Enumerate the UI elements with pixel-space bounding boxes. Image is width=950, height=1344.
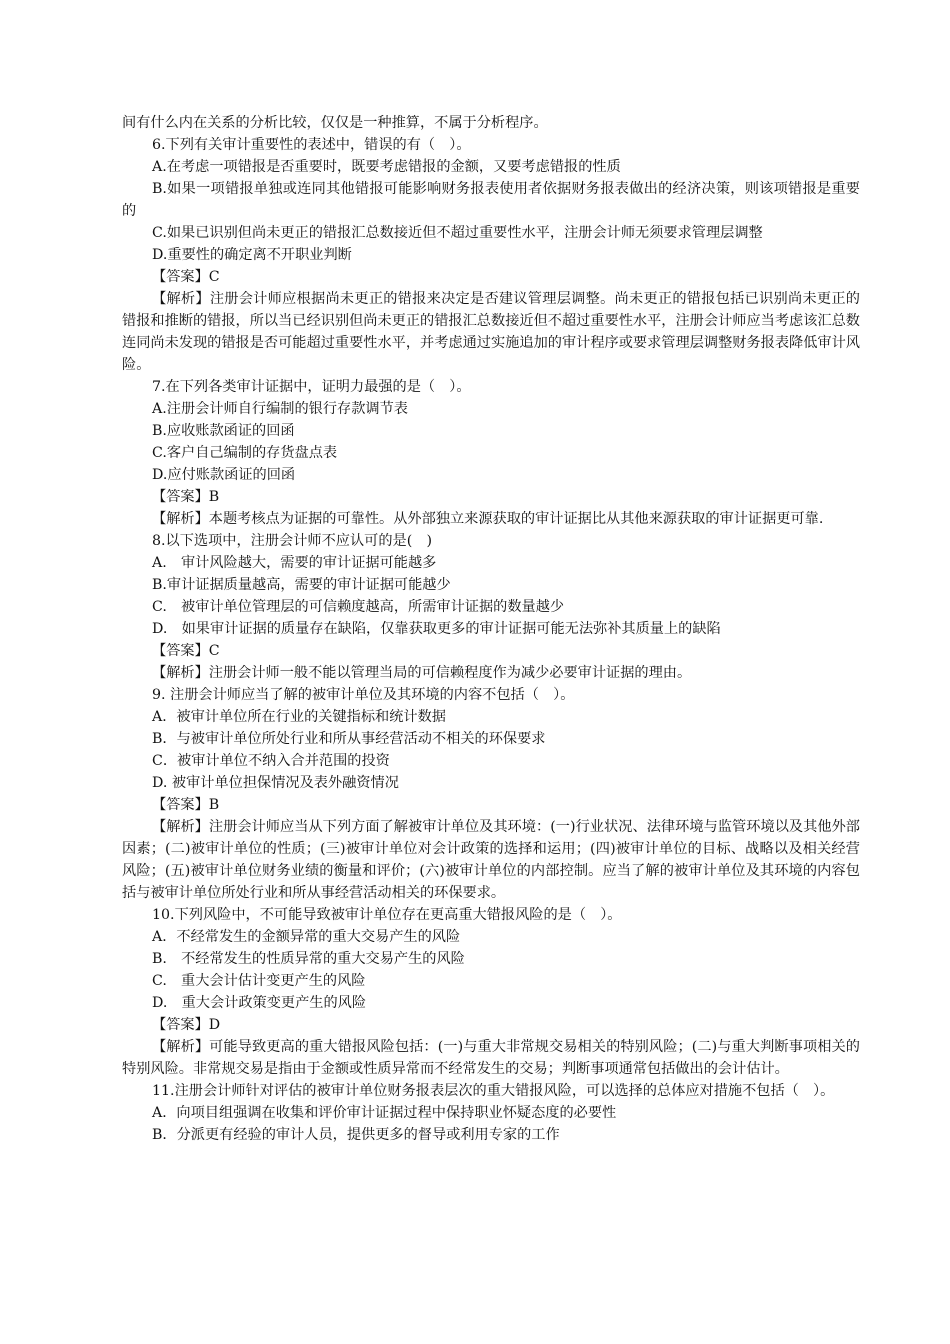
option-b: B.如果一项错报单独或连同其他错报可能影响财务报表使用者依据财务报表做出的经济决策，则该项错报是重要的 bbox=[122, 181, 860, 219]
question-6: 6.下列有关审计重要性的表述中，错误的有（ ）。 bbox=[152, 137, 471, 153]
text-line: 间有什么内在关系的分析比较，仅仅是一种推算，不属于分析程序。 bbox=[122, 115, 548, 131]
option-b: B.应收账款函证的回函 bbox=[152, 423, 295, 439]
option-a: A.注册会计师自行编制的银行存款调节表 bbox=[152, 401, 408, 417]
explanation: 【解析】注册会计师一般不能以管理当局的可信赖程度作为减少必要审计证据的理由。 bbox=[152, 665, 692, 681]
option-a: A. 审计风险越大，需要的审计证据可能越多 bbox=[152, 555, 437, 571]
explanation: 【解析】注册会计师应根据尚未更正的错报来决定是否建议管理层调整。尚未更正的错报包括已识别尚未更正的错报和推断的错报，所以当已经识别但尚未更正的错报汇总数接近但不超过重要性水平，注册会计师应当考虑该汇总数连同尚未发现的错报是否可能超过重要性水平，并考虑通过实施追加的审计程序或要求管理层调整财务报表降低审计风险。 bbox=[122, 291, 860, 373]
answer: 【答案】B bbox=[152, 797, 220, 813]
option-d: D. 重大会计政策变更产生的风险 bbox=[152, 995, 367, 1011]
explanation: 【解析】本题考核点为证据的可靠性。从外部独立来源获取的审计证据比从其他来源获取的审计证据更可靠. bbox=[152, 511, 824, 527]
option-a: A．向项目组强调在收集和评价审计证据过程中保持职业怀疑态度的必要性 bbox=[152, 1105, 617, 1121]
question-11: 11.注册会计师针对评估的被审计单位财务报表层次的重大错报风险，可以选择的总体应对措施不包括（ ）。 bbox=[152, 1083, 835, 1099]
option-c: C．被审计单位不纳入合并范围的投资 bbox=[152, 753, 390, 769]
option-c: C.客户自己编制的存货盘点表 bbox=[152, 445, 338, 461]
answer: 【答案】C bbox=[152, 643, 220, 659]
question-9: 9. 注册会计师应当了解的被审计单位及其环境的内容不包括（ ）。 bbox=[152, 687, 575, 703]
option-a: A.在考虑一项错报是否重要时，既要考虑错报的金额，又要考虑错报的性质 bbox=[152, 159, 621, 175]
option-d: D.应付账款函证的回函 bbox=[152, 467, 296, 483]
option-d: D. 被审计单位担保情况及表外融资情况 bbox=[152, 775, 399, 791]
option-c: C.如果已识别但尚未更正的错报汇总数接近但不超过重要性水平，注册会计师无须要求管理层调整 bbox=[152, 225, 763, 241]
question-7: 7.在下列各类审计证据中，证明力最强的是（ ）。 bbox=[152, 379, 471, 395]
option-d: D.重要性的确定离不开职业判断 bbox=[152, 247, 352, 263]
option-c: C. 被审计单位管理层的可信赖度越高，所需审计证据的数量越少 bbox=[152, 599, 565, 615]
question-10: 10.下列风险中，不可能导致被审计单位存在更高重大错报风险的是（ ）。 bbox=[152, 907, 622, 923]
answer: 【答案】D bbox=[152, 1017, 221, 1033]
option-a: A．不经常发生的金额异常的重大交易产生的风险 bbox=[152, 929, 461, 945]
option-b: B．分派更有经验的审计人员，提供更多的督导或利用专家的工作 bbox=[152, 1127, 560, 1143]
question-8: 8.以下选项中，注册会计师不应认可的是( ) bbox=[152, 533, 432, 549]
answer: 【答案】C bbox=[152, 269, 220, 285]
option-b: B.审计证据质量越高，需要的审计证据可能越少 bbox=[152, 577, 451, 593]
option-b: B．与被审计单位所处行业和所从事经营活动不相关的环保要求 bbox=[152, 731, 546, 747]
explanation: 【解析】注册会计师应当从下列方面了解被审计单位及其环境：(一)行业状况、法律环境与监管环境以及其他外部因素；(二)被审计单位的性质；(三)被审计单位对会计政策的选择和运用；(四)被审计单位的目标、战略以及相关经营风险；(五)被审计单位财务业绩的衡量和评价；(六)被审计单位的内部控制。应当了解的被审计单位及其环境的内容包括与被审计单位所处行业和所从事经营活动相关的环保要求。 bbox=[122, 819, 860, 901]
option-b: B. 不经常发生的性质异常的重大交易产生的风险 bbox=[152, 951, 465, 967]
option-d: D. 如果审计证据的质量存在缺陷，仅靠获取更多的审计证据可能无法弥补其质量上的缺陷 bbox=[152, 621, 721, 637]
explanation: 【解析】可能导致更高的重大错报风险包括：(一)与重大非常规交易相关的特别风险；(二)与重大判断事项相关的特别风险。非常规交易是指由于金额或性质异常而不经常发生的交易；判断事项通常包括做出的会计估计。 bbox=[122, 1039, 860, 1077]
option-a: A．被审计单位所在行业的关键指标和统计数据 bbox=[152, 709, 446, 725]
answer: 【答案】B bbox=[152, 489, 220, 505]
document-page bbox=[122, 112, 860, 1146]
option-c: C. 重大会计估计变更产生的风险 bbox=[152, 973, 366, 989]
